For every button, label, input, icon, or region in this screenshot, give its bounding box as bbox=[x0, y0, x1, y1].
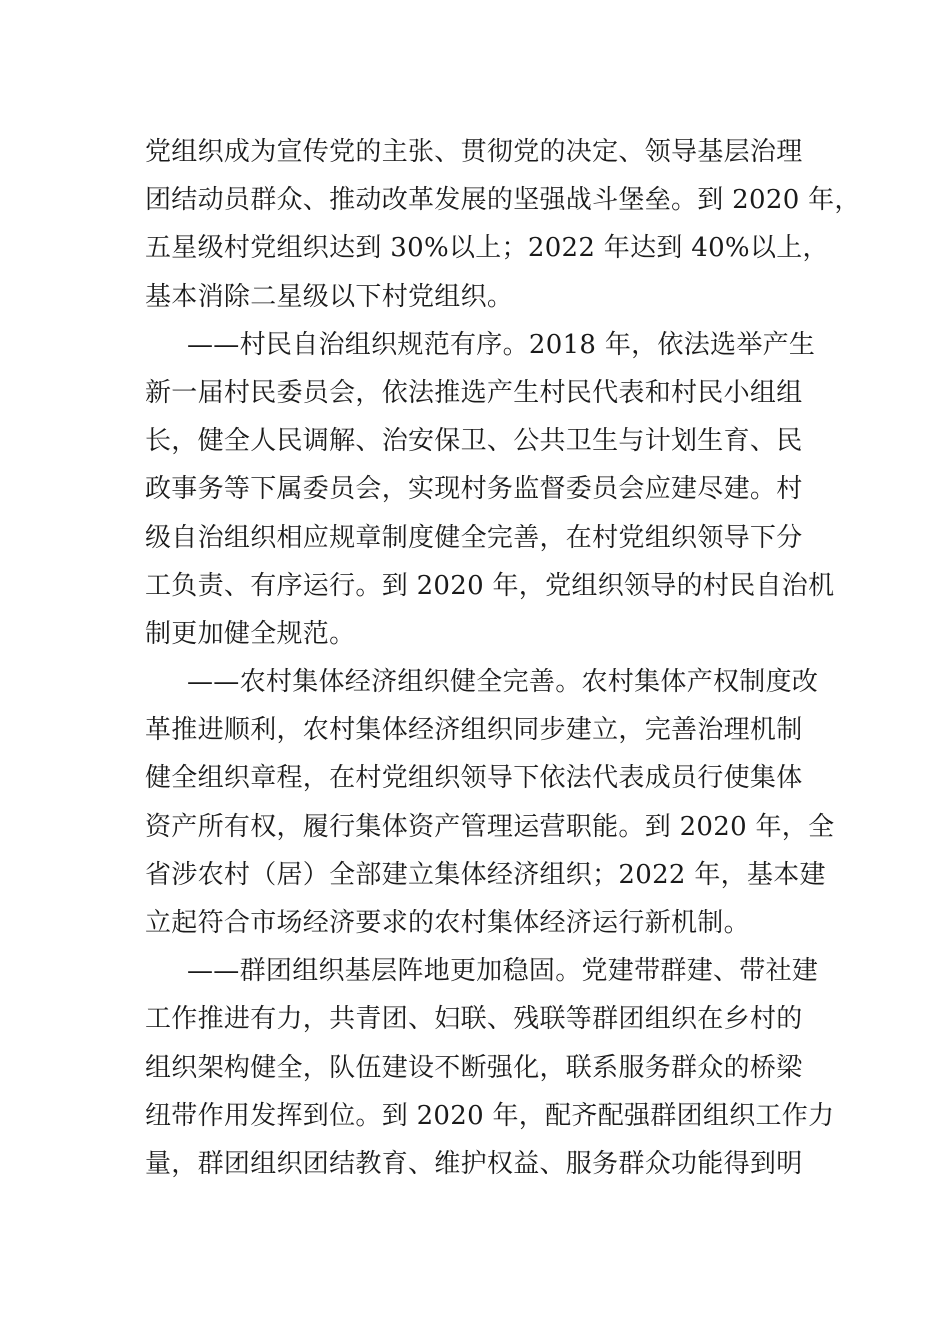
text-line: 工作推进有力，共青团、妇联、残联等群团组织在乡村的 bbox=[145, 1004, 803, 1035]
text-line: 革推进顺利，农村集体经济组织同步建立，完善治理机制 bbox=[145, 715, 803, 746]
text-line: 组织架构健全，队伍建设不断强化，联系服务群众的桥梁 bbox=[145, 1052, 803, 1083]
text-line: 政事务等下属委员会，实现村务监督委员会应建尽建。村 bbox=[145, 474, 803, 505]
text-line: 省涉农村（居）全部建立集体经济组织；2022 年，基本建 bbox=[145, 859, 826, 890]
paragraph-first-line: ——群团组织基层阵地更加稳固。党建带群建、带社建 bbox=[187, 956, 819, 987]
document-body-text bbox=[145, 128, 861, 1188]
text-line: 健全组织章程，在村党组织领导下依法代表成员行使集体 bbox=[145, 763, 803, 794]
text-line: 五星级村党组织达到 30%以上；2022 年达到 40%以上， bbox=[145, 233, 829, 264]
text-line: 新一届村民委员会，依法推选产生村民代表和村民小组组 bbox=[145, 377, 803, 408]
text-line: 基本消除二星级以下村党组织。 bbox=[145, 281, 514, 312]
paragraph-first-line: ——农村集体经济组织健全完善。农村集体产权制度改 bbox=[187, 667, 819, 698]
text-line: 党组织成为宣传党的主张、贯彻党的决定、领导基层治理 bbox=[145, 137, 803, 167]
text-line: 资产所有权，履行集体资产管理运营职能。到 2020 年，全 bbox=[145, 811, 835, 842]
text-line: 工负责、有序运行。到 2020 年，党组织领导的村民自治机 bbox=[145, 570, 835, 601]
text-line: 长，健全人民调解、治安保卫、公共卫生与计划生育、民 bbox=[145, 426, 803, 457]
text-line: 量，群团组织团结教育、维护权益、服务群众功能得到明 bbox=[145, 1148, 803, 1179]
text-line: 级自治组织相应规章制度健全完善，在村党组织领导下分 bbox=[145, 522, 803, 553]
text-line: 制更加健全规范。 bbox=[145, 618, 356, 649]
text-line: 立起符合市场经济要求的农村集体经济运行新机制。 bbox=[145, 908, 750, 938]
paragraph-first-line: ——村民自治组织规范有序。2018 年，依法选举产生 bbox=[187, 329, 816, 360]
text-line: 团结动员群众、推动改革发展的坚强战斗堡垒。到 2020 年， bbox=[145, 185, 861, 216]
text-line: 纽带作用发挥到位。到 2020 年，配齐配强群团组织工作力 bbox=[145, 1100, 835, 1131]
